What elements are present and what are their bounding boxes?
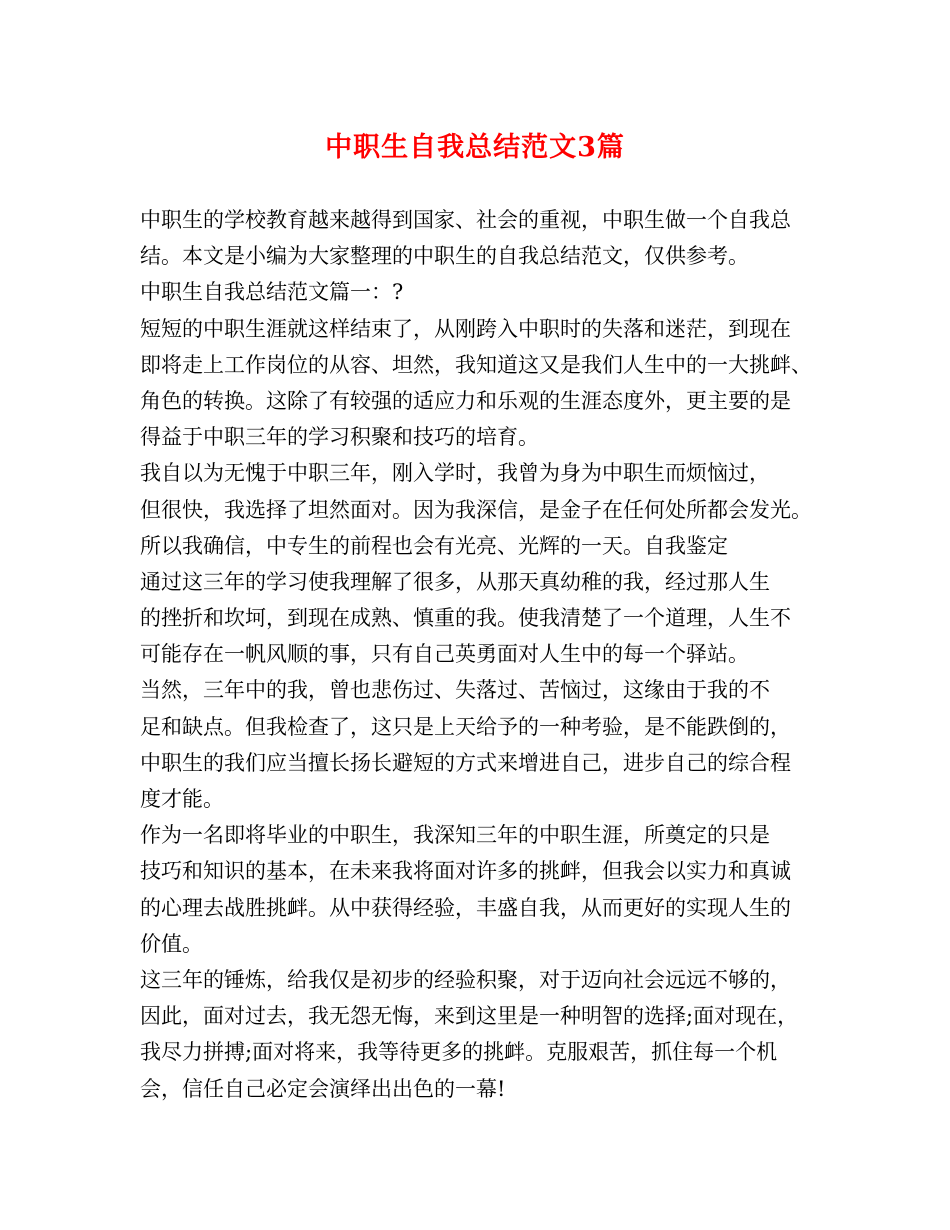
- body-text-line: 我自以为无愧于中职三年，刚入学时，我曾为身为中职生而烦恼过，: [140, 461, 770, 486]
- body-text-line: 所以我确信，中专生的前程也会有光亮、光辉的一天。自我鉴定: [140, 533, 728, 558]
- body-text-line: 度才能。: [140, 787, 224, 811]
- body-text-line: 中职生的我们应当擅长扬长避短的方式来增进自己，进步自己的综合程: [140, 750, 791, 775]
- body-text-line: 足和缺点。但我检查了，这只是上天给予的一种考验，是不能跌倒的，: [140, 714, 791, 739]
- body-text-line: 这三年的锤炼，给我仅是初步的经验积聚，对于迈向社会远远不够的，: [140, 967, 791, 992]
- body-text-line: 通过这三年的学习使我理解了很多，从那天真幼稚的我，经过那人生: [140, 569, 770, 594]
- body-text-line: 会，信任自己必定会演绎出出色的一幕!: [140, 1076, 506, 1101]
- body-text-line: 价值。: [140, 931, 203, 956]
- body-text-line: 可能存在一帆风顺的事，只有自己英勇面对人生中的每一个驿站。: [140, 642, 749, 667]
- body-text-line: 我尽力拼搏;面对将来，我等待更多的挑衅。克服艰苦，抓住每一个机: [140, 1040, 778, 1065]
- body-text-line: 中职生的学校教育越来越得到国家、社会的重视，中职生做一个自我总: [140, 208, 791, 232]
- body-text-line: 结。本文是小编为大家整理的中职生的自我总结范文，仅供参考。: [140, 244, 749, 269]
- body-text-line: 的心理去战胜挑衅。从中获得经验，丰盛自我，从而更好的实现人生的: [140, 895, 791, 920]
- body-text-line: 的挫折和坎坷，到现在成熟、慎重的我。使我清楚了一个道理，人生不: [140, 606, 791, 631]
- body-text-line: 中职生自我总结范文篇一：?: [140, 280, 404, 305]
- body-text-line: 短短的中职生涯就这样结束了，从刚跨入中职时的失落和迷茫，到现在: [140, 316, 791, 341]
- document-body: [140, 202, 818, 1107]
- body-text-line: 角色的转换。这除了有较强的适应力和乐观的生涯态度外，更主要的是: [140, 388, 791, 413]
- body-text-line: 技巧和知识的基本，在未来我将面对许多的挑衅，但我会以实力和真诚: [140, 859, 791, 884]
- body-text-line: 作为一名即将毕业的中职生，我深知三年的中职生涯，所奠定的只是: [140, 823, 770, 848]
- document-title: 中职生自我总结范文3篇: [325, 132, 625, 163]
- body-text-line: 但很快，我选择了坦然面对。因为我深信，是金子在任何处所都会发光。: [140, 497, 812, 522]
- body-text-line: 当然，三年中的我，曾也悲伤过、失落过、苦恼过，这缘由于我的不: [140, 678, 770, 703]
- body-text-line: 即将走上工作岗位的从容、坦然，我知道这又是我们人生中的一大挑衅、: [140, 352, 812, 377]
- body-text-line: 因此，面对过去，我无怨无悔，来到这里是一种明智的选择;面对现在，: [140, 1004, 799, 1029]
- body-text-line: 得益于中职三年的学习积聚和技巧的培育。: [140, 425, 539, 450]
